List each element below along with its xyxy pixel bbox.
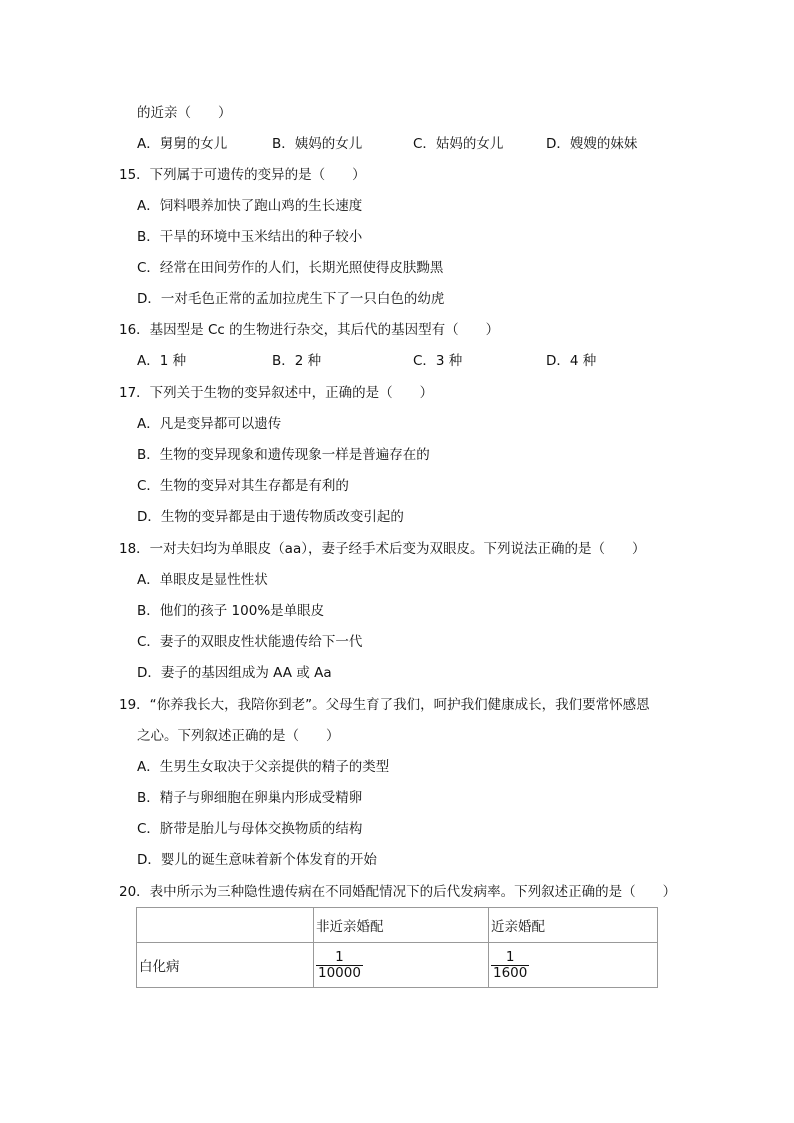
q15-option-c[interactable]: C．经常在田间劳作的人们，长期光照使得皮肤黝黑 bbox=[137, 260, 444, 276]
q19-stem-line2: 之心。下列叙述正确的是（ ） bbox=[137, 728, 340, 744]
table-row-label: 白化病 bbox=[137, 943, 314, 988]
fraction-numerator: 1 bbox=[316, 950, 363, 966]
q18-stem: 18．一对夫妇均为单眼皮（aa），妻子经手术后变为双眼皮。下列说法正确的是（ ） bbox=[119, 541, 646, 557]
q19-option-b[interactable]: B．精子与卵细胞在卵巢内形成受精卵 bbox=[137, 790, 363, 806]
table-cell-non-consanguineous bbox=[314, 943, 489, 988]
q16-stem: 16．基因型是 Cc 的生物进行杂交，其后代的基因型有（ ） bbox=[119, 322, 500, 338]
q16-option-c[interactable]: C．3 种 bbox=[413, 353, 463, 369]
q17-option-a[interactable]: A．凡是变异都可以遗传 bbox=[137, 416, 282, 432]
q16-option-a[interactable]: A．1 种 bbox=[137, 353, 187, 369]
table-cell-consanguineous bbox=[489, 943, 658, 988]
q18-option-a[interactable]: A．单眼皮是显性性状 bbox=[137, 572, 268, 588]
fraction-denominator: 1600 bbox=[493, 964, 528, 981]
q15-stem: 15．下列属于可遗传的变异的是（ ） bbox=[119, 167, 366, 183]
q14-option-c[interactable]: C．姑妈的女儿 bbox=[413, 136, 504, 152]
q19-option-c[interactable]: C．脐带是胎儿与母体交换物质的结构 bbox=[137, 821, 363, 837]
q15-option-a[interactable]: A．饲料喂养加快了跑山鸡的生长速度 bbox=[137, 198, 363, 214]
fraction bbox=[491, 950, 529, 981]
table-header-non-consanguineous: 非近亲婚配 bbox=[314, 908, 489, 943]
table-header-consanguineous: 近亲婚配 bbox=[489, 908, 658, 943]
q17-option-b[interactable]: B．生物的变异现象和遗传现象一样是普遍存在的 bbox=[137, 447, 430, 463]
q14-option-b[interactable]: B．姨妈的女儿 bbox=[272, 136, 363, 152]
q16-option-b[interactable]: B．2 种 bbox=[272, 353, 322, 369]
q18-option-c[interactable]: C．妻子的双眼皮性状能遗传给下一代 bbox=[137, 634, 363, 650]
q17-stem: 17．下列关于生物的变异叙述中，正确的是（ ） bbox=[119, 385, 434, 401]
table-header-empty bbox=[137, 908, 314, 943]
q20-table bbox=[136, 907, 658, 988]
q19-stem-line1: 19．“你养我长大，我陪你到老”。父母生育了我们，呵护我们健康成长，我们要常怀感恩 bbox=[119, 697, 650, 713]
q14-stem-continuation: 的近亲（ ） bbox=[137, 105, 232, 121]
fraction-denominator: 10000 bbox=[318, 964, 361, 981]
fraction-numerator: 1 bbox=[491, 950, 529, 966]
q14-option-d[interactable]: D．嫂嫂的妹妹 bbox=[546, 136, 638, 152]
q20-stem: 20．表中所示为三种隐性遗传病在不同婚配情况下的后代发病率。下列叙述正确的是（ ） bbox=[119, 884, 677, 900]
q17-option-c[interactable]: C．生物的变异对其生存都是有利的 bbox=[137, 478, 349, 494]
q16-option-d[interactable]: D．4 种 bbox=[546, 353, 597, 369]
q14-options bbox=[137, 135, 697, 153]
q19-option-d[interactable]: D．婴儿的诞生意味着新个体发育的开始 bbox=[137, 852, 377, 868]
table-header-row bbox=[137, 908, 658, 943]
q14-option-a[interactable]: A．舅舅的女儿 bbox=[137, 136, 228, 152]
fraction bbox=[316, 950, 363, 981]
q19-option-a[interactable]: A．生男生女取决于父亲提供的精子的类型 bbox=[137, 759, 390, 775]
q18-option-b[interactable]: B．他们的孩子 100%是单眼皮 bbox=[137, 603, 325, 619]
table-row bbox=[137, 943, 658, 988]
q16-options bbox=[137, 352, 697, 370]
q17-option-d[interactable]: D．生物的变异都是由于遗传物质改变引起的 bbox=[137, 509, 404, 525]
q15-option-b[interactable]: B．干旱的环境中玉米结出的种子较小 bbox=[137, 229, 363, 245]
q18-option-d[interactable]: D．妻子的基因组成为 AA 或 Aa bbox=[137, 665, 332, 681]
q15-option-d[interactable]: D．一对毛色正常的孟加拉虎生下了一只白色的幼虎 bbox=[137, 291, 445, 307]
